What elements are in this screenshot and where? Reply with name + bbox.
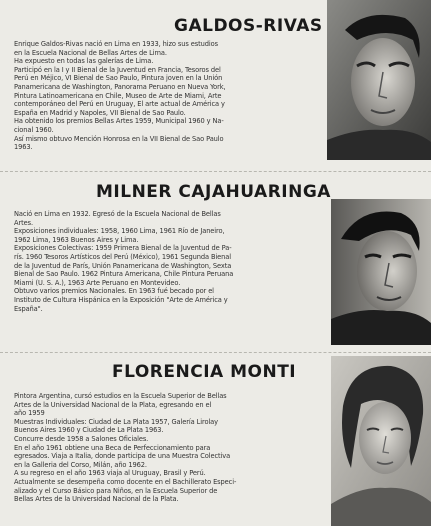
bio-line: en la Escuela Nacional de Bellas Artes de Lima. bbox=[14, 48, 167, 57]
bio-line: Actualmente se desempeña como docente en el Bachillerato Especi- bbox=[14, 477, 237, 486]
bio-line: Pintora Argentina, cursó estudios en la Escuela Superior de Bellas bbox=[14, 392, 227, 400]
bio-line: 1963. bbox=[14, 143, 33, 152]
bio-line: Pintura Latinoamericana en Chile, Museo de Arte de Miami, Arte bbox=[14, 91, 222, 100]
artist-bio bbox=[14, 40, 322, 152]
bio-line: en la Galleria del Corso, Milán, año 1962. bbox=[14, 460, 147, 469]
bio-line: Exposiciones Colectivas: 1959 Primera Bienal de la Juventud de Pa- bbox=[14, 244, 232, 253]
bio-line: contemporáneo del Perú en Uruguay, El arte actual de América y bbox=[14, 100, 225, 109]
bio-line: Panamericana de Washington, Panorama Peruano en Nueva York, bbox=[14, 82, 226, 91]
bio-line: Artes. bbox=[14, 218, 33, 227]
bio-line: 1962 Lima, 1963 Buenos Aires y Lima. bbox=[14, 235, 139, 244]
section-divider bbox=[0, 171, 431, 172]
bio-line: de la Juventud de París, Unión Panamericana de Washington, Sexta bbox=[14, 261, 232, 270]
artist-portrait-photo bbox=[331, 199, 431, 345]
section-divider bbox=[0, 352, 431, 353]
artist-bio bbox=[14, 392, 322, 504]
bio-line: Concurre desde 1958 a Salones Oficiales. bbox=[14, 434, 149, 443]
bio-line: Buenos Aires 1960 y Ciudad de La Plata 1963. bbox=[14, 426, 164, 435]
bio-line: Instituto de Cultura Hispánica en la Exposición "Arte de América y bbox=[14, 295, 228, 304]
artist-portrait-photo bbox=[331, 356, 431, 526]
bio-line: alizado y el Curso Básico para Niños, en la Escuela Superior de bbox=[14, 486, 218, 495]
bio-line: España". bbox=[14, 304, 43, 313]
bio-line: En el año 1961 obtiene una Beca de Perfeccionamiento para bbox=[14, 443, 211, 452]
bio-line: Exposiciones individuales: 1958, 1960 Lima, 1961 Río de Janeiro, bbox=[14, 227, 225, 236]
bio-line: Así mismo obtuvo Mención Honrosa en la VII Bienal de Sao Paulo bbox=[14, 134, 224, 143]
bio-line: Muestras Individuales: Ciudad de La Plata 1957, Galería Lirolay bbox=[14, 417, 218, 426]
bio-line: Ha obtenido los premios Bellas Artes 1959, Municipal 1960 y Na- bbox=[14, 117, 224, 126]
artist-name: FLORENCIA MONTI bbox=[112, 362, 297, 382]
artist-portrait-photo bbox=[327, 0, 431, 160]
bio-line: Bienal de Sao Paulo. 1962 Pintura Americana, Chile Pintura Peruana bbox=[14, 270, 234, 279]
bio-line: rís. 1960 Tesoros Artísticos del Perú (México), 1961 Segunda Bienal bbox=[14, 252, 232, 261]
bio-line: España en Madrid y Napoles, VII Bienal de Sao Paulo. bbox=[14, 108, 186, 117]
artist-name: MILNER CAJAHUARINGA bbox=[96, 182, 331, 202]
bio-line: Miami (U. S. A.), 1963 Arte Peruano en Montevideo. bbox=[14, 278, 181, 287]
bio-line: A su regreso en el año 1963 viaja al Uruguay, Brasil y Perú. bbox=[14, 469, 206, 478]
bio-line: Bellas Artes de la Universidad Nacional de la Plata. bbox=[14, 495, 179, 504]
bio-line: Artes de la Universidad Nacional de la Plata, egresando en el bbox=[14, 400, 212, 409]
bio-line: Participó en la I y II Bienal de la Juventud en Francia, Tesoros del bbox=[14, 65, 221, 74]
bio-line: Enrique Galdos-Rivas nació en Lima en 1933, hizo sus estudios bbox=[14, 40, 218, 48]
bio-line: Ha expuesto en todas las galerías de Lima. bbox=[14, 57, 154, 66]
bio-line: Obtuvo varios premios Nacionales. En 1963 fué becado por el bbox=[14, 287, 214, 296]
bio-line: Nació en Lima en 1932. Egresó de la Escuela Nacional de Bellas bbox=[14, 210, 221, 218]
bio-line: Perú en Méjico, VI Bienal de Sao Paulo, Pintura joven en la Unión bbox=[14, 74, 223, 83]
bio-line: egresados. Viaja a Italia, donde participa de una Muestra Colectiva bbox=[14, 452, 231, 461]
artist-name: GALDOS-RIVAS bbox=[174, 16, 323, 36]
bio-line: año 1959 bbox=[14, 409, 45, 418]
artist-bio bbox=[14, 210, 322, 313]
bio-line: cional 1960. bbox=[14, 125, 54, 134]
